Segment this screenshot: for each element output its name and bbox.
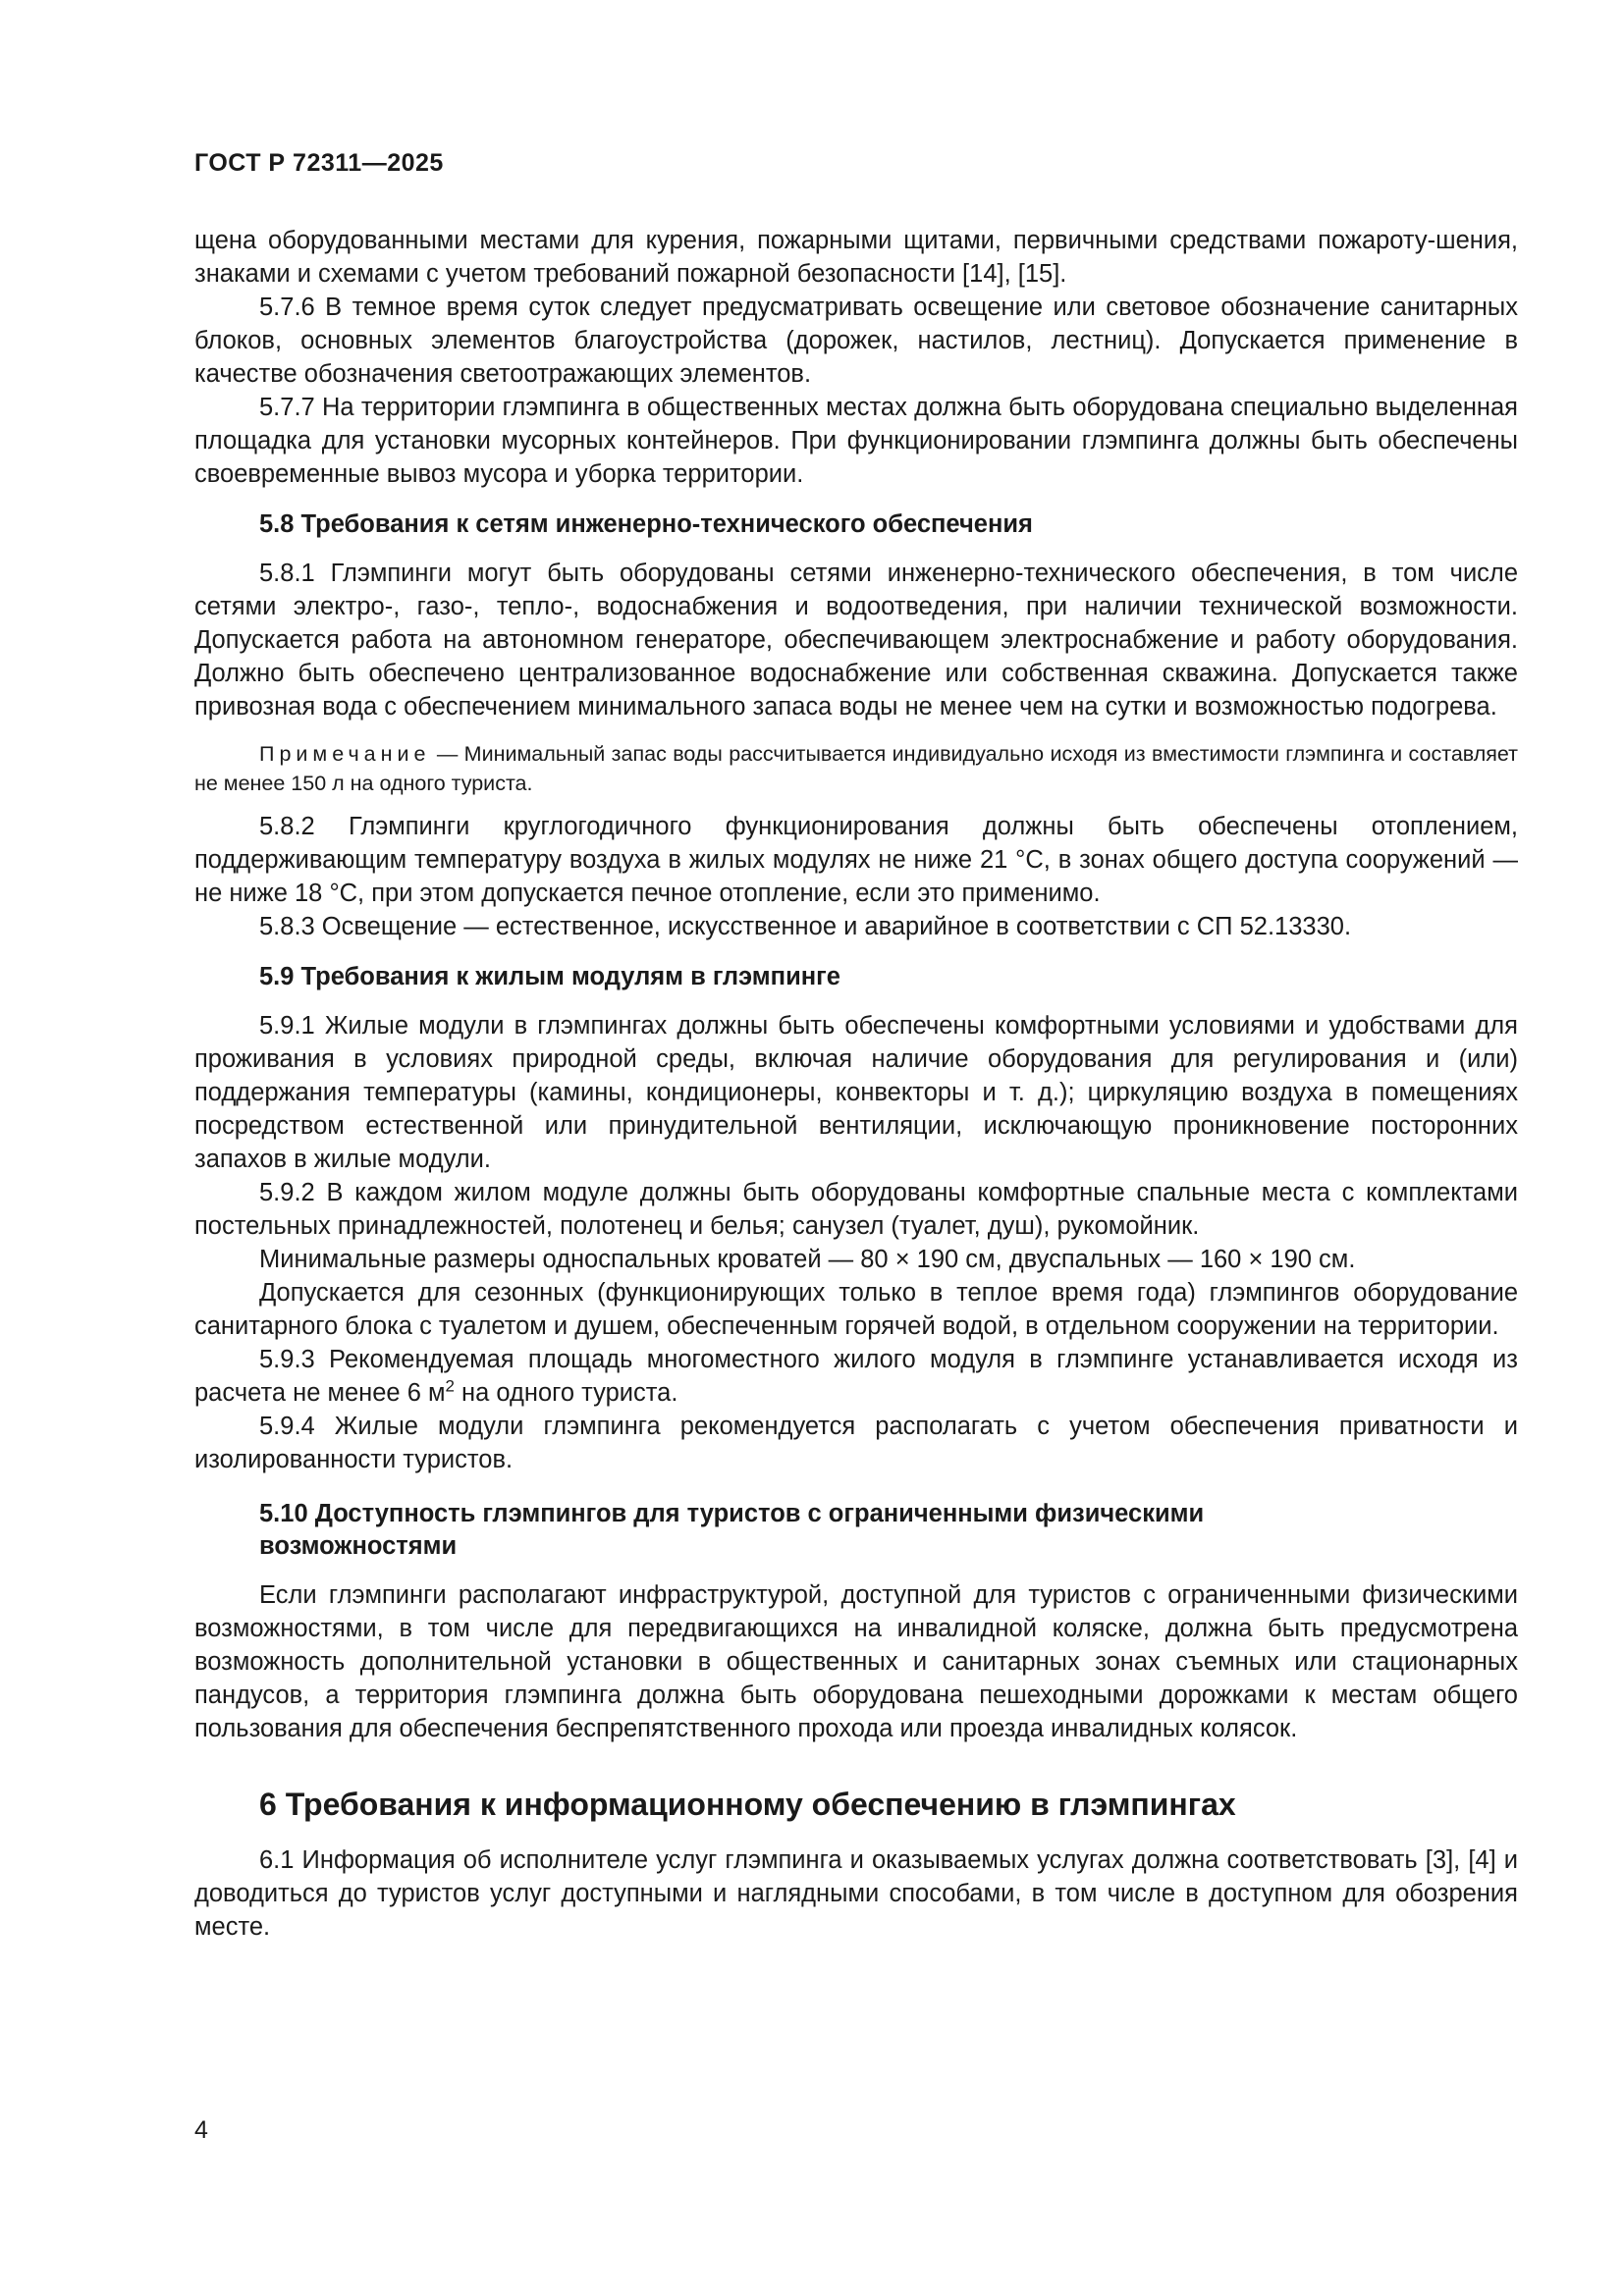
section-heading-5-10-line2: возможностями	[259, 1532, 458, 1560]
paragraph-5-9-1: 5.9.1 Жилые модули в глэмпингах должны быть обеспечены комфортными условиями и удобствами для проживания в условиях природной среды, включая наличие оборудования для регулирования и (или) поддержания температуры (камины, кондиционеры, конвекторы и т. д.); циркуляцию воздуха в помещениях посредством естественной или принудительной вентиляции, исключающую проникновение посторонних запахов в жилые модули.	[194, 1012, 1518, 1173]
paragraph-5-9-2: 5.9.2 В каждом жилом модуле должны быть оборудованы комфортные спальные места с комплектами постельных принадлежностей, полотенец и белья; санузел (туалет, душ), рукомойник.	[194, 1179, 1518, 1240]
paragraph-5-8-3: 5.8.3 Освещение — естественное, искусственное и аварийное в соответствии с СП 52.13330.	[259, 913, 1352, 940]
note-text: — Минимальный запас воды рассчитывается индивидуально исходя из вместимости глэмпинга и составляет не менее 150 л на одного туриста.	[194, 742, 1518, 795]
section-heading-5-8: 5.8 Требования к сетям инженерно-технического обеспечения	[259, 510, 1033, 538]
section-heading-5-9: 5.9 Требования к жилым модулям в глэмпинге	[259, 963, 840, 990]
chapter-heading-6: 6 Требования к информационному обеспечению в глэмпингах	[259, 1787, 1236, 1822]
paragraph-5-9-3-tail: на одного туриста.	[454, 1379, 678, 1407]
paragraph-6-1: 6.1 Информация об исполнителе услуг глэмпинга и оказываемых услугах должна соответствовать [3], [4] и доводиться до туристов услуг доступными и наглядными способами, в том числе в доступном для обозрения месте.	[194, 1846, 1518, 1941]
note-label: Примечание	[259, 742, 431, 766]
paragraph-5-10: Если глэмпинги располагают инфраструктурой, доступной для туристов с ограниченными физическими возможностями, в том числе для передвигающихся на инвалидной коляске, должна быть предусмотрена возможность дополнительной установки в общественных и санитарных зонах съемных или стационарных пандусов, а территория глэмпинга должна быть оборудована пешеходными дорожками к местам общего пользования для обеспечения беспрепятственного прохода или проезда инвалидных колясок.	[194, 1581, 1518, 1742]
paragraph-5-8-1: 5.8.1 Глэмпинги могут быть оборудованы сетями инженерно-технического обеспечения, в том числе сетями электро-, газо-, тепло-, водоснабжения и водоотведения, при наличии технической возможности. Допускается работа на автономном генераторе, обеспечивающем электроснабжение и работу оборудования. Должно быть обеспечено централизованное водоснабжение или собственная скважина. Допускается также привозная вода с обеспечением минимального запаса воды не менее чем на сутки и возможностью подогрева.	[194, 560, 1518, 721]
section-heading-5-10-line1: 5.10 Доступность глэмпингов для туристов с ограниченными физическими	[259, 1500, 1205, 1527]
page-number: 4	[194, 2116, 208, 2144]
note	[194, 739, 1518, 798]
paragraph-5-9-4: 5.9.4 Жилые модули глэмпинга рекомендуется располагать с учетом обеспечения приватности и изолированности туристов.	[194, 1413, 1518, 1473]
paragraph-5-8-2: 5.8.2 Глэмпинги круглогодичного функционирования должны быть обеспечены отоплением, поддерживающим температуру воздуха в жилых модулях не ниже 21 °С, в зонах общего доступа сооружений — не ниже 18 °С, при этом допускается печное отопление, если это применимо.	[194, 813, 1518, 907]
document-body	[194, 224, 1518, 1944]
section-heading-5-10	[194, 1498, 1518, 1563]
document-code-header: ГОСТ Р 72311—2025	[194, 149, 444, 177]
paragraph-5-9-3	[194, 1343, 1518, 1410]
paragraph-bed-sizes: Минимальные размеры односпальных кроватей — 80 × 190 см, двуспальных — 160 × 190 см.	[259, 1246, 1356, 1273]
paragraph-seasonal-glamping: Допускается для сезонных (функционирующих только в теплое время года) глэмпингов оборудование санитарного блока с туалетом и душем, обеспеченным горячей водой, в отдельном сооружении на территории.	[194, 1279, 1518, 1340]
paragraph-5-7-6: 5.7.6 В темное время суток следует предусматривать освещение или световое обозначение санитарных блоков, основных элементов благоустройства (дорожек, настилов, лестниц). Допускается применение в качестве обозначения светоотражающих элементов.	[194, 294, 1518, 388]
paragraph-5-7-7: 5.7.7 На территории глэмпинга в общественных местах должна быть оборудована специально выделенная площадка для установки мусорных контейнеров. При функционировании глэмпинга должны быть обеспечены своевременные вывоз мусора и уборка территории.	[194, 394, 1518, 488]
superscript-2: 2	[445, 1376, 455, 1396]
paragraph-continuation: щена оборудованными местами для курения, пожарными щитами, первичными средствами пожароту-шения, знаками и схемами с учетом требований пожарной безопасности [14], [15].	[194, 227, 1518, 288]
paragraph-5-9-3-text: 5.9.3 Рекомендуемая площадь многоместного жилого модуля в глэмпинге устанавливается исходя из расчета не менее 6 м	[194, 1346, 1518, 1407]
